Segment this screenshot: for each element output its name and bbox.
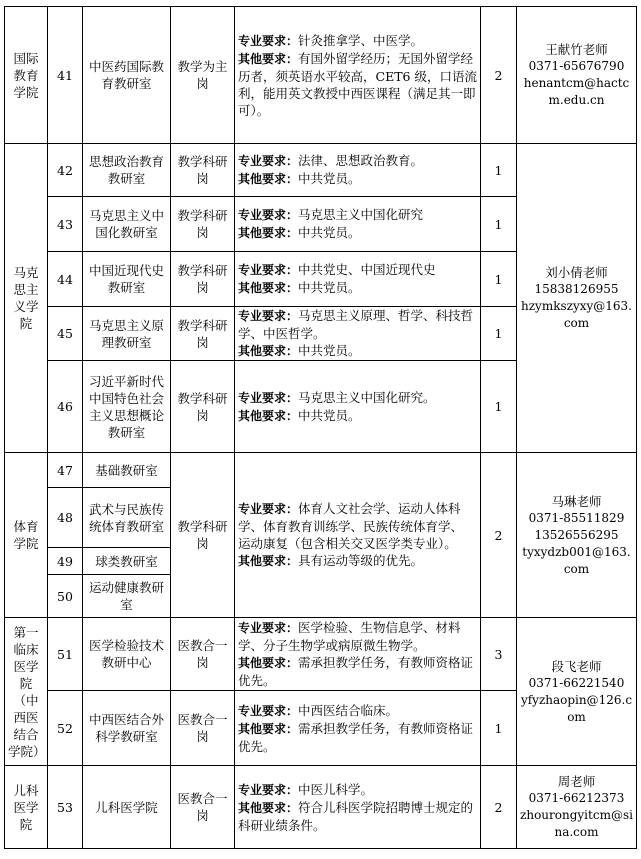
major-label: 专业要求： [238,33,299,48]
position-number: 41 [48,7,83,144]
headcount: 1 [481,361,517,453]
requirements [235,766,481,849]
requirements [235,453,481,618]
requirements [235,7,481,144]
contact-phone: 0371-66221540 [528,675,625,690]
position-type: 教学科研岗 [171,144,235,197]
department-name: 中医药国际教育教研室 [83,7,171,144]
other-label: 其他要求： [238,344,299,358]
position-number: 47 [48,453,83,488]
position-number: 52 [48,691,83,766]
contact-email: zhourongyitcm@sina.com [520,808,633,839]
major-requirement: 中医儿科学。 [298,781,374,797]
major-label: 专业要求： [238,208,299,222]
department-name: 球类教研室 [83,548,171,575]
position-type: 教学科研岗 [171,197,235,252]
contact-phone: 0371-65676790 [528,59,625,73]
other-requirement: 符合儿科医学院招聘博士规定的科研业绩条件。 [238,799,474,833]
contact-info [517,144,637,453]
other-requirement: 需承担教学任务，有教师资格证优先。 [238,655,474,688]
headcount: 1 [481,252,517,307]
headcount: 1 [481,691,517,766]
position-number: 53 [48,766,83,849]
requirements [235,618,481,691]
other-label: 其他要求： [238,281,299,295]
college-name: 第一临床医学院（中西医结合学院） [5,618,48,766]
position-number: 46 [48,361,83,453]
contact-phone: 0371-66212373 [528,791,625,805]
major-label: 专业要求： [238,621,299,635]
table-row [5,144,637,197]
contact-person: 王献竹老师 [545,42,608,57]
requirements [235,307,481,361]
other-label: 其他要求： [238,172,299,186]
position-type: 教学科研岗 [171,307,235,361]
other-requirement: 有国外留学经历；无国外留学经历者，须英语水平较高，CET6 级，口语流利，能用英文教授中西医课程（满足其一即可）。 [238,50,477,118]
contact-info [517,766,637,849]
major-requirement: 马克思主义中国化研究 [298,207,424,222]
college-name: 儿科医学院 [5,766,48,849]
position-number: 48 [48,488,83,548]
position-type: 医教合一岗 [171,766,235,849]
department-name: 中西医结合外科学教研室 [83,691,171,766]
position-number: 43 [48,197,83,252]
department-name: 习近平新时代中国特色社会主义思想概论教研室 [83,361,171,453]
contact-info [517,7,637,144]
contact-person: 周老师 [557,774,596,789]
major-label: 专业要求： [238,390,299,405]
other-requirement: 具有运动等级的优先。 [298,553,424,568]
headcount: 2 [481,7,517,144]
college-name: 国际教育学院 [5,7,48,144]
headcount: 1 [481,144,517,197]
position-type: 医教合一岗 [171,691,235,766]
table-row [5,766,637,849]
department-name: 马克思主义中国化教研室 [83,197,171,252]
contact-info [517,453,637,618]
other-requirement: 中共党员。 [298,280,361,295]
position-type: 教学科研岗 [171,453,235,618]
contact-phone-secondary: 13526556295 [534,527,619,542]
major-requirement: 马克思主义中国化研究。 [298,389,436,405]
headcount: 1 [481,197,517,252]
contact-person: 马琳老师 [551,493,602,509]
major-label: 专业要求： [238,703,299,718]
contact-person: 刘小倩老师 [545,265,608,280]
department-name: 中国近现代史教研室 [83,252,171,307]
other-requirement: 中共党员。 [298,407,361,423]
department-name: 思想政治教育教研室 [83,144,171,197]
requirements [235,252,481,307]
position-number: 51 [48,618,83,691]
other-label: 其他要求： [238,226,299,240]
major-requirement: 中共党史、中国近现代史 [298,262,436,277]
college-name: 马克思主义学院 [5,144,48,453]
major-requirement: 体育人文社会学、运动人体科学、体育教育训练学、民族传统体育学、 运动康复（包含相关交叉医学类专业）。 [238,501,464,551]
position-number: 49 [48,548,83,575]
other-requirement: 需承担教学任务，有教师资格证优先。 [238,720,474,754]
contact-person: 段飞老师 [551,658,602,674]
major-requirement: 针灸推拿学、中医学。 [298,32,424,48]
other-requirement: 中共党员。 [298,171,361,186]
major-label: 专业要求： [238,782,299,797]
position-number: 42 [48,144,83,197]
other-label: 其他要求： [238,554,299,568]
contact-email: tyxydzb001@163.com [522,544,631,576]
major-label: 专业要求： [238,263,299,277]
major-requirement: 马克思主义原理、哲学、科技哲学、中医哲学。 [238,308,474,341]
position-number: 44 [48,252,83,307]
contact-email: henantcm@hactcm.edu.cn [523,76,630,107]
recruitment-table [4,6,637,849]
headcount: 1 [481,307,517,361]
contact-info [517,618,637,766]
requirements [235,691,481,766]
position-type: 教学为主岗 [171,7,235,144]
department-name: 武术与民族传统体育教研室 [83,488,171,548]
contact-phone: 0371-85511829 [528,510,625,525]
table-row [5,618,637,691]
other-label: 其他要求： [238,408,299,423]
other-label: 其他要求： [238,800,299,815]
headcount: 3 [481,618,517,691]
major-label: 专业要求： [238,502,299,516]
contact-email: yfyzhaopin@126.com [520,692,633,724]
headcount: 2 [481,766,517,849]
other-label: 其他要求： [238,51,299,66]
department-name: 马克思主义原理教研室 [83,307,171,361]
major-requirement: 法律、思想政治教育。 [298,153,424,168]
requirements [235,361,481,453]
headcount: 2 [481,453,517,618]
requirements [235,197,481,252]
major-label: 专业要求： [238,154,299,168]
table-row [5,453,637,488]
position-number: 50 [48,575,83,618]
department-name: 儿科医学院 [83,766,171,849]
department-name: 医学检验技术教研中心 [83,618,171,691]
major-requirement: 医学检验、生物信息学、材料学、分子生物学或病原微生物学。 [238,620,461,653]
contact-email: hzymkszyxy@163.com [520,299,632,330]
position-number: 45 [48,307,83,361]
requirements [235,144,481,197]
department-name: 基础教研室 [83,453,171,488]
position-type: 教学科研岗 [171,361,235,453]
major-label: 专业要求： [238,309,299,323]
position-type: 医教合一岗 [171,618,235,691]
position-type: 教学科研岗 [171,252,235,307]
other-label: 其他要求： [238,721,299,736]
other-requirement: 中共党员。 [298,225,361,240]
major-requirement: 中西医结合临床。 [298,702,399,718]
other-label: 其他要求： [238,656,299,670]
department-name: 运动健康教研室 [83,575,171,618]
table-row [5,7,637,144]
other-requirement: 中共党员。 [298,343,361,358]
contact-phone: 15838126955 [534,282,619,296]
college-name: 体育学院 [5,453,48,618]
